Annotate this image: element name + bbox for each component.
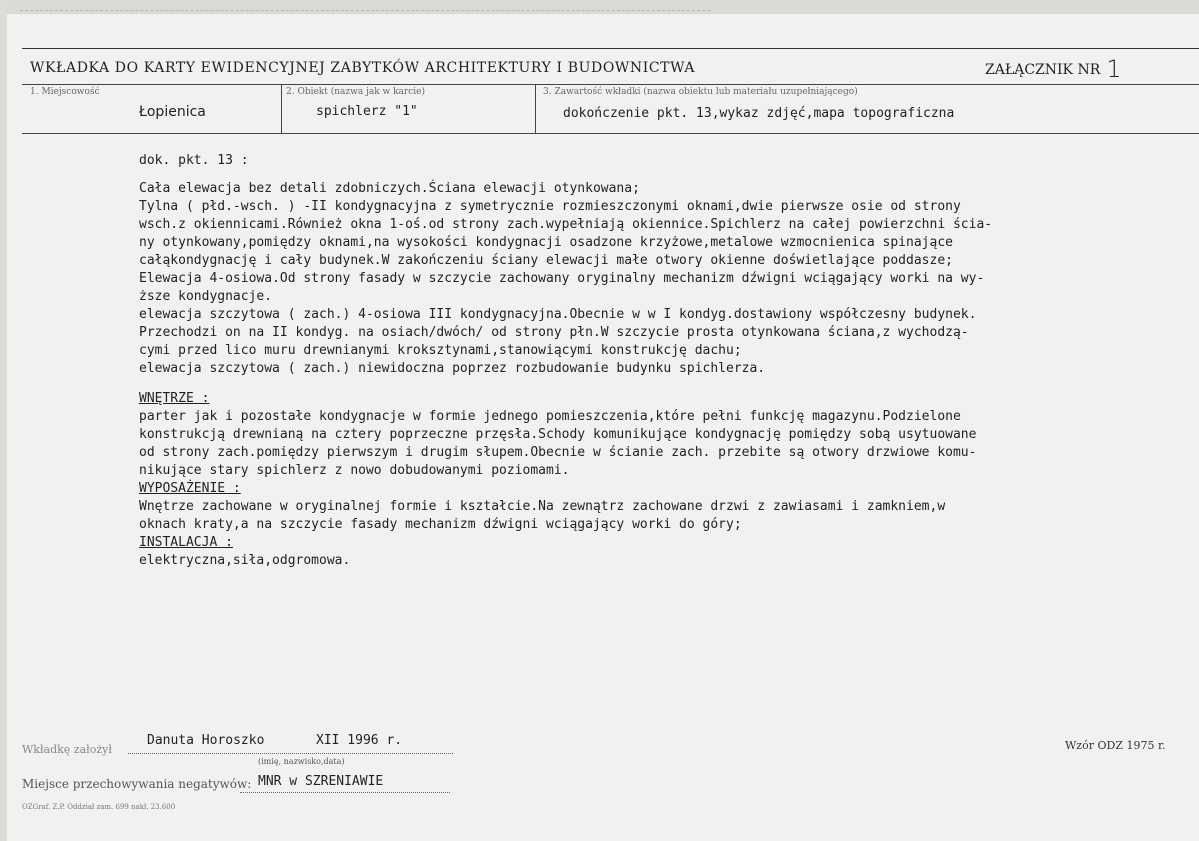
- body-intro: dok. pkt. 13 :: [139, 153, 249, 168]
- footer-author-caption: (imię, nazwisko,data): [258, 757, 345, 766]
- annex-number: 1: [1106, 55, 1122, 83]
- footer-print-info: OZGraf. Z.P. Oddział zam. 699 nakł. 23.600: [22, 803, 176, 811]
- field-object-value: spichlerz "1": [316, 104, 418, 119]
- field-locality-label: 1. Miejscowość: [30, 87, 100, 97]
- body-line: ny otynkowany,pomiędzy oknami,na wysokości kondygnacji osadzone krzyżowe,metalowe wzmocnienica spinające: [139, 235, 953, 250]
- body-line: nikujące stary spichlerz z nowo dobudowanymi poziomami.: [139, 463, 570, 478]
- body-line: wsch.z okiennicami.Również okna 1-oś.od strony zach.wypełniają okiennice.Spichlerz na całej powierzchni ścia-: [139, 217, 993, 232]
- document-body: [139, 152, 1069, 570]
- footer-form-code: Wzór ODZ 1975 r.: [1065, 739, 1166, 752]
- body-line: elewacja szczytowa ( zach.) 4-osiowa III kondygnacyjna.Obecnie w w I kondyg.dostawiony współczesny budynek.: [139, 307, 977, 322]
- body-line: Elewacja 4-osiowa.Od strony fasady w szczycie zachowany oryginalny mechanizm dźwigni wciągający worki na wy-: [139, 271, 985, 286]
- annex-label-text: ZAŁĄCZNIK NR: [985, 62, 1101, 78]
- body-line: elektryczna,siła,odgromowa.: [139, 553, 351, 568]
- fields-top-rule: [22, 84, 1199, 85]
- footer-author-label: Wkładkę założył: [22, 743, 112, 756]
- fields-bottom-rule: [22, 133, 1199, 134]
- body-line: od strony zach.pomiędzy pierwszym i drugim słupem.Obecnie w ścianie zach. przebite są otwory drzwiowe komu-: [139, 445, 977, 460]
- field-contents-label: 3. Zawartość wkładki (nazwa obiektu lub materiału uzupełniającego): [543, 87, 858, 97]
- form-title: WKŁADKA DO KARTY EWIDENCYJNEJ ZABYTKÓW ARCHITEKTURY I BUDOWNICTWA: [30, 60, 696, 76]
- body-line: Przechodzi on na II kondyg. na osiach/dwóch/ od strony płn.W szczycie prosta otynkowana ściana,z wychodzą-: [139, 325, 969, 340]
- footer-author-name: Danuta Horoszko: [147, 733, 265, 748]
- section-heading-installation: INSTALACJA :: [139, 535, 233, 550]
- body-line: całąkondygnację i cały budynek.W zakończeniu ściany elewacji małe otwory okienne doświetlające poddasze;: [139, 253, 953, 268]
- body-line: oknach kraty,a na szczycie fasady mechanizm dźwigni wciągający worki do góry;: [139, 517, 742, 532]
- footer-storage-value: MNR w SZRENIAWIE: [258, 774, 384, 789]
- field-contents-value: dokończenie pkt. 13,wykaz zdjęć,mapa topograficzna: [563, 106, 955, 121]
- annex-label: [985, 55, 1122, 83]
- body-line: Cała elewacja bez detali zdobniczych.Ściana elewacji otynkowana;: [139, 181, 640, 196]
- scan-edge-top: [0, 0, 1199, 14]
- footer-author-date: XII 1996 r.: [316, 733, 403, 748]
- fields-divider-1: [281, 84, 282, 133]
- perforation-line: [20, 10, 710, 11]
- body-line: elewacja szczytowa ( zach.) niewidoczna poprzez rozbudowanie budynku spichlerza.: [139, 361, 766, 376]
- body-line: parter jak i pozostałe kondygnacje w formie jednego pomieszczenia,które pełni funkcję magazynu.Podzielone: [139, 409, 961, 424]
- scan-edge-left: [0, 0, 7, 841]
- field-object-label: 2. Obiekt (nazwa jak w karcie): [286, 87, 425, 97]
- footer-storage-label: Miejsce przechowywania negatywów:: [22, 777, 252, 791]
- body-line: cymi przed lico muru drewnianymi kroksztynami,stanowiącymi konstrukcję dachu;: [139, 343, 742, 358]
- footer-author-dots: [128, 753, 453, 754]
- body-line: Wnętrze zachowane w oryginalnej formie i kształcie.Na zewnątrz zachowane drzwi z zawiasami i zamkniem,w: [139, 499, 946, 514]
- footer-storage-dots: [240, 792, 450, 793]
- body-line: konstrukcją drewnianą na cztery poprzeczne przęsła.Schody komunikujące kondygnację pomiędzy sobą usytuowane: [139, 427, 977, 442]
- section-heading-equipment: WYPOSAŻENIE :: [139, 481, 241, 496]
- section-heading-interior: WNĘTRZE :: [139, 391, 210, 406]
- field-locality-value: Łopienica: [139, 104, 206, 120]
- fields-divider-2: [535, 84, 536, 133]
- body-line: ższe kondygnacje.: [139, 289, 273, 304]
- body-line: Tylna ( płd.-wsch. ) -II kondygnacyjna z symetrycznie rozmieszczonymi oknami,dwie pierwsze osie od strony: [139, 199, 961, 214]
- header-top-rule: [22, 48, 1199, 49]
